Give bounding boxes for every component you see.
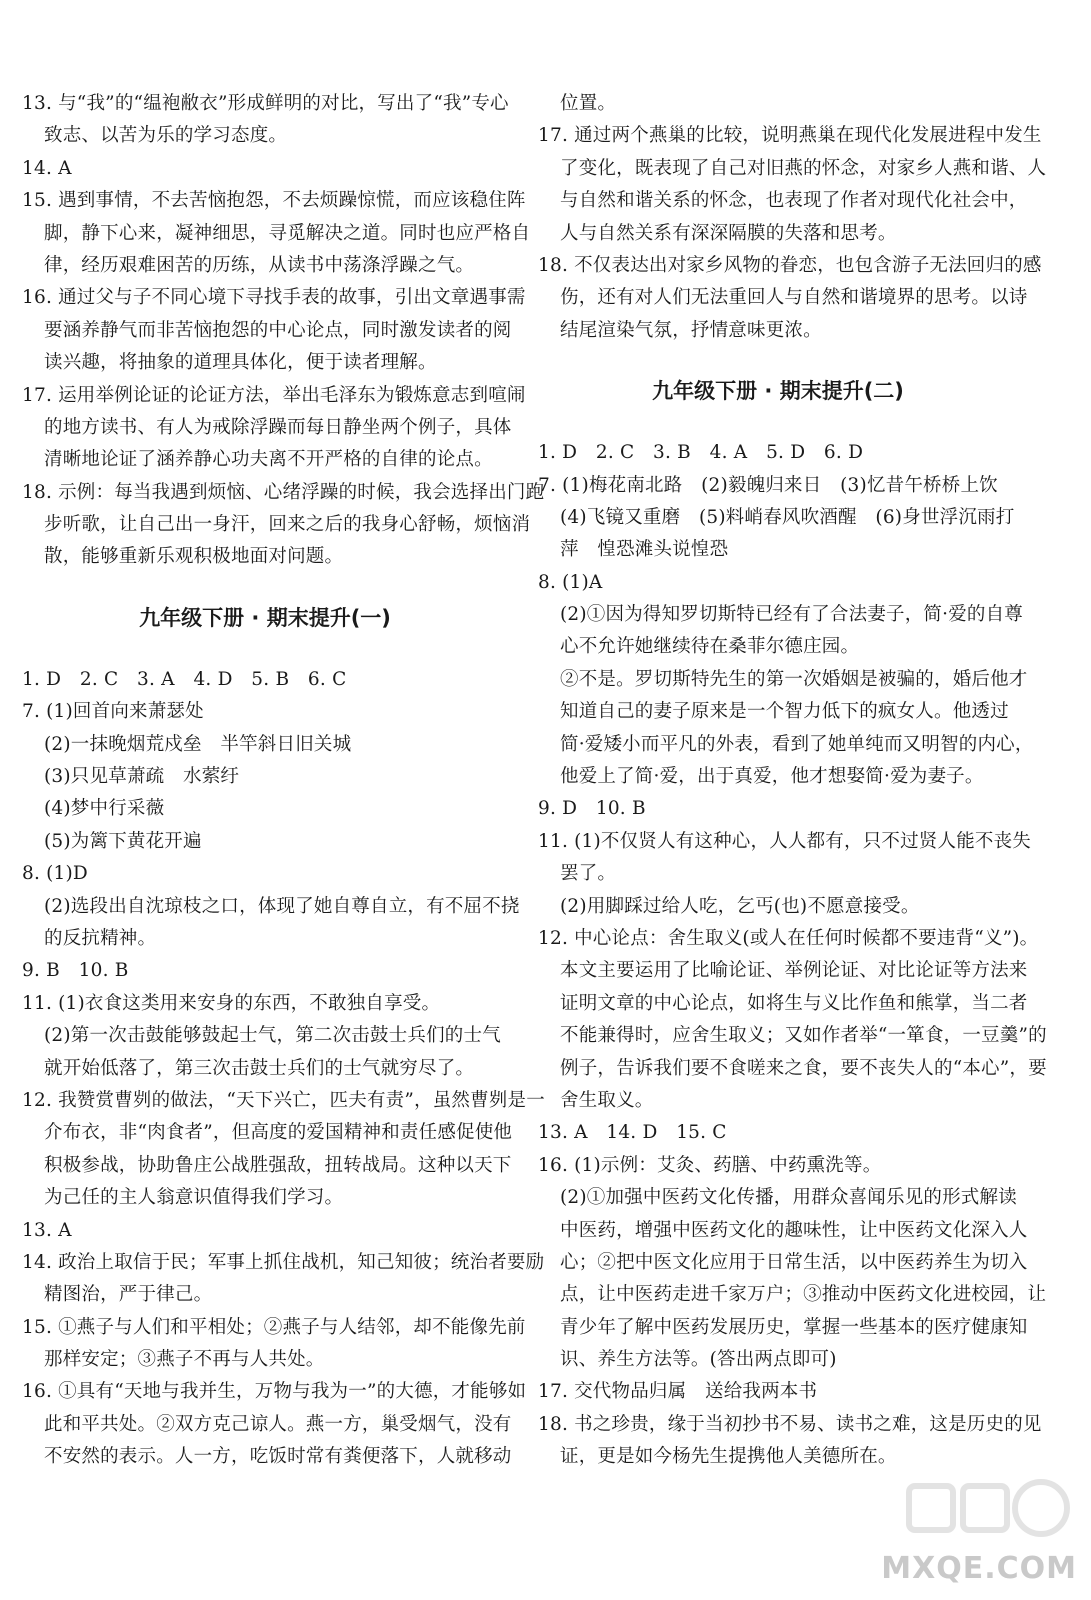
answer-line: 中医药，增强中医药文化的趣味性，让中医药文化深入人 (560, 1219, 1028, 1241)
answer-line: 不安然的表示。人一方，吃饭时常有粪便落下，人就移动 (44, 1446, 512, 1468)
answer-line: 青少年了解中医药发展历史，掌握一些基本的医疗健康知 (560, 1316, 1028, 1338)
answer-line: 14. 政治上取信于民；军事上抓住战机，知己知彼；统治者要励 (22, 1251, 545, 1273)
answer-line: 心；②把中医文化应用于日常生活，以中医药养生为切入 (560, 1251, 1028, 1273)
answer-line: 清晰地论证了涵养静心功夫离不开严格的自律的论点。 (44, 449, 493, 471)
answer-line: 14. A (22, 157, 72, 179)
answer-line: 不能兼得时，应舍生取义；又如作者举“一箪食，一豆羹”的 (560, 1025, 1047, 1047)
answer-line: 18. 书之珍贵，缘于当初抄书不易、读书之难，这是历史的见 (538, 1413, 1042, 1435)
answer-line: 罢了。 (560, 863, 617, 885)
answer-line: (2)①因为得知罗切斯特已经有了合法妻子，简·爱的自尊 (560, 604, 1023, 626)
answer-line: 为己任的主人翁意识值得我们学习。 (44, 1187, 344, 1209)
answer-line: 致志、以苦为乐的学习态度。 (44, 125, 288, 147)
answer-line: 18. 不仅表达出对家乡风物的眷恋，也包含游子无法回归的感 (538, 254, 1042, 276)
watermark-text: MXQE.COM (881, 1551, 1077, 1586)
answer-line: (3)只见草萧疏 水萦纡 (44, 766, 240, 788)
answer-line: 点，让中医药走进千家万户；③推动中医药文化进校园，让 (560, 1284, 1047, 1306)
answer-line: 结尾渲染气氛，抒情意味更浓。 (560, 319, 822, 341)
answer-line: 步听歌，让自己出一身汗，回来之后的我身心舒畅，烦恼消 (44, 514, 531, 536)
answer-line: 舍生取义。 (560, 1089, 654, 1111)
answer-line: (2)第一次击鼓能够鼓起士气，第二次击鼓士兵们的士气 (44, 1025, 501, 1047)
answer-line: 7. (1)梅花南北路 (2)毅魄归来日 (3)忆昔午桥桥上饮 (538, 474, 998, 496)
answer-line: 与自然和谐关系的怀念，也表现了作者对现代化社会中， (560, 190, 1028, 212)
right-column (538, 88, 1047, 1474)
answer-line: 8. (1)D (22, 863, 88, 885)
answer-line: 那样安定；③燕子不再与人共处。 (44, 1349, 325, 1371)
answer-line: 13. 与“我”的“缊袍敝衣”形成鲜明的对比，写出了“我”专心 (22, 93, 509, 114)
answer-line: 证，更是如今杨先生提携他人美德所在。 (560, 1446, 897, 1468)
answer-line: 13. A 14. D 15. C (538, 1122, 727, 1144)
answer-line: 16. (1)示例：艾灸、药膳、中药熏洗等。 (538, 1154, 882, 1176)
answer-line: 知道自己的妻子原来是一个智力低下的疯女人。他透过 (560, 701, 1009, 723)
answer-line: 脚，静下心来，凝神细思，寻觅解决之道。同时也应严格自 (44, 222, 531, 244)
answer-line: 15. ①燕子与人们和平相处；②燕子与人结邻，却不能像先前 (22, 1316, 526, 1338)
answer-line: 例子，告诉我们要不食嗟来之食，要不丧失人的“本心”，要 (560, 1057, 1047, 1079)
answer-line: 了变化，既表现了自己对旧燕的怀念，对家乡人燕和谐、人 (560, 157, 1047, 179)
answer-line: 1. D 2. C 3. B 4. A 5. D 6. D (538, 442, 864, 464)
answer-line: 7. (1)回首向来萧瑟处 (22, 701, 204, 723)
answer-line: 要涵养静气而非苦恼抱怨的中心论点，同时激发读者的阅 (44, 319, 512, 341)
answer-line: 17. 交代物品归属 送给我两本书 (538, 1381, 818, 1403)
answer-line: 12. 中心论点：舍生取义(或人在任何时候都不要违背“义”)。 (538, 927, 1039, 949)
answer-line: 位置。 (560, 93, 617, 114)
answer-line: (4)飞镜又重磨 (5)料峭春风吹酒醒 (6)身世浮沉雨打 (560, 506, 1015, 528)
answer-line: 1. D 2. C 3. A 4. D 5. B 6. C (22, 668, 347, 690)
answer-line: 18. 示例：每当我遇到烦恼、心绪浮躁的时候，我会选择出门跑 (22, 481, 545, 503)
answer-line: 9. B 10. B (22, 960, 129, 982)
answer-line: 简·爱矮小而平凡的外表，看到了她单纯而又明智的内心， (560, 733, 1034, 755)
answer-line: 积极参战，协助鲁庄公战胜强敌，扭转战局。这种以天下 (44, 1154, 512, 1176)
answer-line: (2)选段出自沈琼枝之口，体现了她自尊自立，有不屈不挠 (44, 895, 520, 917)
answer-line: (2)一抹晚烟荒戍垒 半竿斜日旧关城 (44, 733, 352, 755)
answer-line: 12. 我赞赏曹刿的做法，“天下兴亡，匹夫有责”，虽然曹刿是一 (22, 1089, 545, 1111)
answer-line: 律，经历艰难困苦的历练，从读书中荡涤浮躁之气。 (44, 254, 475, 276)
answer-line: 16. ①具有“天地与我并生，万物与我为一”的大德，才能够如 (22, 1381, 527, 1403)
answer-line: 就开始低落了，第三次击鼓士兵们的士气就穷尽了。 (44, 1057, 475, 1079)
answer-line: 散，能够重新乐观积极地面对问题。 (44, 546, 344, 568)
answer-line: 13. A (22, 1219, 72, 1241)
answer-line: (2)①加强中医药文化传播，用群众喜闻乐见的形式解读 (560, 1187, 1017, 1209)
answer-line: 精图治，严于律己。 (44, 1284, 213, 1306)
answer-line: (4)梦中行采薇 (44, 798, 165, 820)
answer-line: 读兴趣，将抽象的道理具体化，便于读者理解。 (44, 352, 437, 374)
answer-line: 介布衣，非“肉食者”，但高度的爱国精神和责任感促使他 (44, 1122, 513, 1144)
answer-line: 9. D 10. B (538, 798, 646, 820)
answer-line: 8. (1)A (538, 571, 603, 593)
answer-line: (5)为篱下黄花开遍 (44, 830, 202, 852)
answer-line: 伤，还有对人们无法重回人与自然和谐境界的思考。以诗 (560, 287, 1028, 309)
answer-line: 本文主要运用了比喻论证、举例论证、对比论证等方法来 (560, 960, 1028, 982)
answer-line: 的地方读书、有人为戒除浮躁而每日静坐两个例子，具体 (44, 416, 512, 438)
answer-line: 人与自然关系有深深隔膜的失落和思考。 (560, 222, 897, 244)
answer-line: 16. 通过父与子不同心境下寻找手表的故事，引出文章遇事需 (22, 287, 526, 309)
answer-line: 他爱上了简·爱，出于真爱，他才想娶简·爱为妻子。 (560, 766, 984, 788)
section-heading: 九年级下册 · 期末提升(一) (139, 605, 391, 630)
answer-line: 15. 遇到事情，不去苦恼抱怨，不去烦躁惊慌，而应该稳住阵 (22, 190, 526, 212)
answer-line: 11. (1)衣食这类用来安身的东西，不敢独自享受。 (22, 992, 441, 1014)
answer-line: 证明文章的中心论点，如将生与义比作鱼和熊掌，当二者 (560, 992, 1028, 1014)
answer-line: 11. (1)不仅贤人有这种心，人人都有，只不过贤人能不丧失 (538, 830, 1032, 852)
section-heading: 九年级下册 · 期末提升(二) (652, 379, 904, 404)
answer-line: 17. 通过两个燕巢的比较，说明燕巢在现代化发展进程中发生 (538, 125, 1042, 147)
answer-line: 识、养生方法等。(答出两点即可) (560, 1349, 837, 1371)
answer-line: ②不是。罗切斯特先生的第一次婚姻是被骗的，婚后他才 (560, 668, 1028, 690)
answer-line: 17. 运用举例论证的论证方法，举出毛泽东为锻炼意志到喧闹 (22, 384, 526, 406)
answer-line: 的反抗精神。 (44, 927, 157, 949)
answer-line: 萍 惶恐滩头说惶恐 (560, 539, 729, 561)
answer-line: 心不允许她继续待在桑菲尔德庄园。 (560, 636, 860, 658)
answer-line: (2)用脚踩过给人吃，乞丐(也)不愿意接受。 (560, 895, 920, 917)
left-column (22, 88, 545, 1474)
answer-line: 此和平共处。②双方克己谅人。燕一方，巢受烟气，没有 (44, 1413, 512, 1435)
